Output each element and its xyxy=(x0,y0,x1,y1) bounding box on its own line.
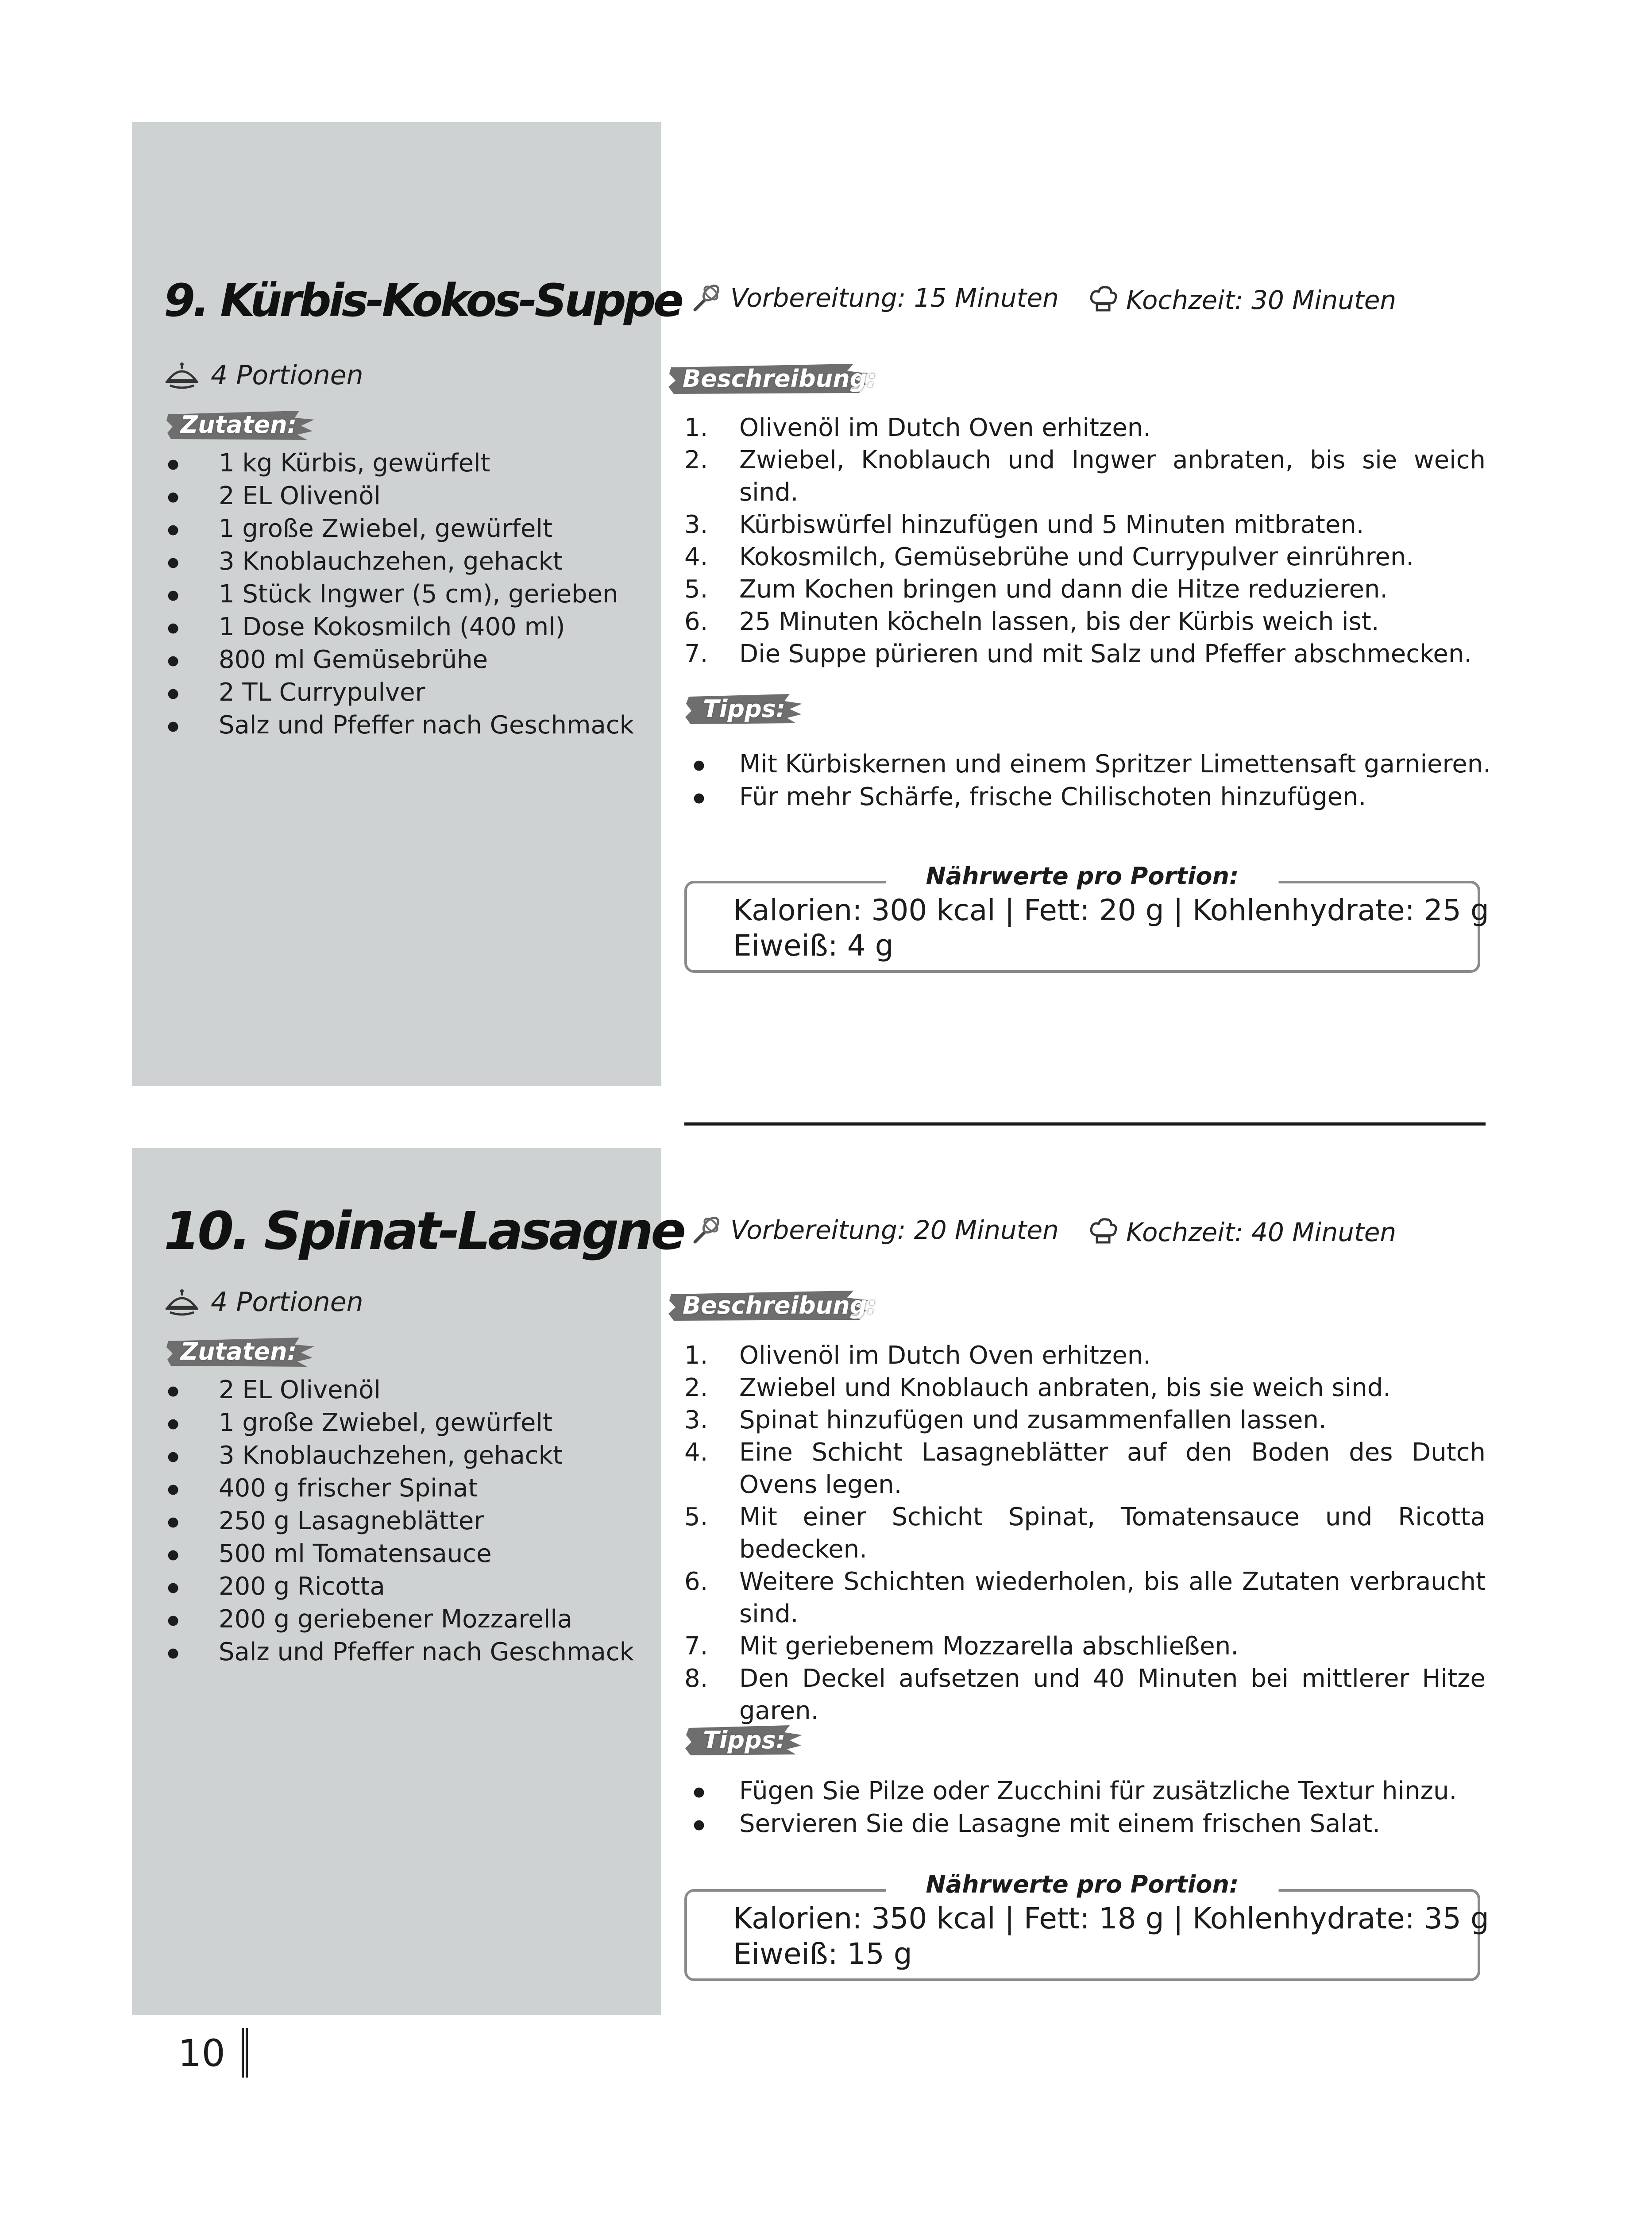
whisk-icon xyxy=(691,282,722,313)
section-divider xyxy=(684,1122,1486,1126)
list-item: 4. Eine Schicht Lasagneblätter auf den Boden des Dutch Ovens legen. xyxy=(684,1438,1486,1499)
page-number-bar xyxy=(242,2028,248,2078)
list-item: 4. Kokosmilch, Gemüsebrühe und Currypulver einrühren. xyxy=(684,543,1414,571)
list-item: ● 200 g Ricotta xyxy=(165,1570,634,1603)
description-label: Beschreibung: xyxy=(683,1291,876,1319)
list-item: ● 2 TL Currypulver xyxy=(165,676,634,709)
list-item: 6. Weitere Schichten wiederholen, bis alle Zutaten verbraucht sind. xyxy=(684,1567,1486,1628)
nutrition-title: Nährwerte pro Portion: xyxy=(886,1870,1278,1898)
recipe-1-ingredients-heading xyxy=(166,406,316,443)
list-item: ● 500 ml Tomatensauce xyxy=(165,1538,634,1570)
list-item: 5. Zum Kochen bringen und dann die Hitze reduzieren. xyxy=(684,575,1388,604)
list-item: ● 400 g frischer Spinat xyxy=(165,1472,634,1505)
tips-label: Tipps: xyxy=(703,1726,786,1754)
recipe-1-nutrition-box xyxy=(684,862,1489,973)
list-item: ● 1 Stück Ingwer (5 cm), gerieben xyxy=(165,578,634,611)
recipe-2-ingredient-list xyxy=(165,1374,634,1669)
ingredients-label: Zutaten: xyxy=(181,410,297,439)
recipe-2-steps xyxy=(684,1339,1486,1727)
portions-label: 4 Portionen xyxy=(211,1287,363,1318)
list-item: ● 200 g geriebener Mozzarella xyxy=(165,1603,634,1636)
prep-time-text: Vorbereitung: 15 Minuten xyxy=(730,283,1059,313)
recipe-1-cook-time xyxy=(1089,285,1396,315)
page-number: 10 xyxy=(178,2032,225,2075)
recipe-2-portions xyxy=(165,1284,363,1320)
serving-cloche-icon xyxy=(165,1288,199,1317)
list-item: ● 2 EL Olivenöl xyxy=(165,1374,634,1407)
list-item: 6. 25 Minuten köcheln lassen, bis der Kürbis weich ist. xyxy=(684,607,1379,636)
cook-time-text: Kochzeit: 30 Minuten xyxy=(1126,285,1397,315)
list-item: ● 2 EL Olivenöl xyxy=(165,480,634,513)
recipe-1-tips xyxy=(684,748,1491,813)
description-label: Beschreibung: xyxy=(683,364,876,393)
nutrition-title: Nährwerte pro Portion: xyxy=(886,862,1278,890)
nutrition-line-2: Eiweiß: 4 g xyxy=(733,929,894,963)
list-item: 1. Olivenöl im Dutch Oven erhitzen. xyxy=(684,413,1151,442)
list-item: 1. Olivenöl im Dutch Oven erhitzen. xyxy=(684,1341,1151,1370)
recipe-2-prep-time xyxy=(691,1214,1059,1245)
list-item: ● 1 große Zwiebel, gewürfelt xyxy=(165,513,634,545)
list-item: ● Salz und Pfeffer nach Geschmack xyxy=(165,1636,634,1669)
list-item: 3. Kürbiswürfel hinzufügen und 5 Minuten mitbraten. xyxy=(684,510,1364,539)
chef-hat-icon xyxy=(1089,1218,1118,1247)
recipe-1-title: 9. Kürbis-Kokos-Suppe xyxy=(164,274,681,327)
nutrition-line-1: Kalorien: 350 kcal | Fett: 18 g | Kohlenhydrate: 35 g xyxy=(733,1901,1489,1935)
nutrition-line-1: Kalorien: 300 kcal | Fett: 20 g | Kohlenhydrate: 25 g xyxy=(733,893,1489,927)
recipe-2-title: 10. Spinat-Lasagne xyxy=(164,1200,684,1261)
list-item: ● Für mehr Schärfe, frische Chilischoten hinzufügen. xyxy=(684,781,1491,813)
list-item: ● Fügen Sie Pilze oder Zucchini für zusätzliche Textur hinzu. xyxy=(684,1775,1457,1808)
list-item: 2. Zwiebel, Knoblauch und Ingwer anbraten, bis sie weich sind. xyxy=(684,446,1486,507)
list-item: ● 1 kg Kürbis, gewürfelt xyxy=(165,447,634,480)
list-item: ● Salz und Pfeffer nach Geschmack xyxy=(165,709,634,742)
list-item: ● 1 Dose Kokosmilch (400 ml) xyxy=(165,611,634,644)
recipe-1-portions xyxy=(165,358,363,393)
chef-hat-icon xyxy=(1089,285,1118,315)
recipe-1-ingredient-list xyxy=(165,447,634,742)
recipe-2-tips xyxy=(684,1775,1457,1840)
recipe-2-description-heading xyxy=(668,1287,876,1323)
list-item: ● Mit Kürbiskernen und einem Spritzer Limettensaft garnieren. xyxy=(684,748,1491,781)
cook-time-text: Kochzeit: 40 Minuten xyxy=(1126,1217,1397,1247)
whisk-icon xyxy=(691,1214,722,1245)
prep-time-text: Vorbereitung: 20 Minuten xyxy=(730,1215,1059,1245)
tips-label: Tipps: xyxy=(703,694,786,723)
list-item: ● Servieren Sie die Lasagne mit einem frischen Salat. xyxy=(684,1808,1457,1840)
recipe-2-cook-time xyxy=(1089,1217,1396,1247)
list-item: 8. Den Deckel aufsetzen und 40 Minuten bei mittlerer Hitze garen. xyxy=(684,1664,1486,1725)
list-item: ● 250 g Lasagneblätter xyxy=(165,1505,634,1538)
list-item: 7. Mit geriebenem Mozzarella abschließen. xyxy=(684,1632,1239,1661)
list-item: ● 3 Knoblauchzehen, gehackt xyxy=(165,1439,634,1472)
nutrition-line-2: Eiweiß: 15 g xyxy=(733,1937,912,1971)
ingredients-label: Zutaten: xyxy=(181,1337,297,1365)
recipe-1-tips-heading xyxy=(685,690,804,727)
list-item: 2. Zwiebel und Knoblauch anbraten, bis sie weich sind. xyxy=(684,1373,1391,1402)
recipe-1-steps xyxy=(684,412,1486,670)
portions-label: 4 Portionen xyxy=(211,360,363,391)
list-item: ● 800 ml Gemüsebrühe xyxy=(165,644,634,676)
list-item: 3. Spinat hinzufügen und zusammenfallen lassen. xyxy=(684,1406,1327,1434)
list-item: 7. Die Suppe pürieren und mit Salz und Pfeffer abschmecken. xyxy=(684,640,1472,668)
list-item: ● 3 Knoblauchzehen, gehackt xyxy=(165,545,634,578)
serving-cloche-icon xyxy=(165,361,199,390)
recipe-1-prep-time xyxy=(691,282,1059,313)
recipe-2-nutrition-box xyxy=(684,1870,1489,1981)
recipe-2-tips-heading xyxy=(685,1722,804,1758)
list-item: 5. Mit einer Schicht Spinat, Tomatensauce und Ricotta bedecken. xyxy=(684,1503,1486,1564)
recipe-1-description-heading xyxy=(668,360,876,397)
list-item: ● 1 große Zwiebel, gewürfelt xyxy=(165,1407,634,1439)
recipe-2-ingredients-heading xyxy=(166,1333,316,1369)
